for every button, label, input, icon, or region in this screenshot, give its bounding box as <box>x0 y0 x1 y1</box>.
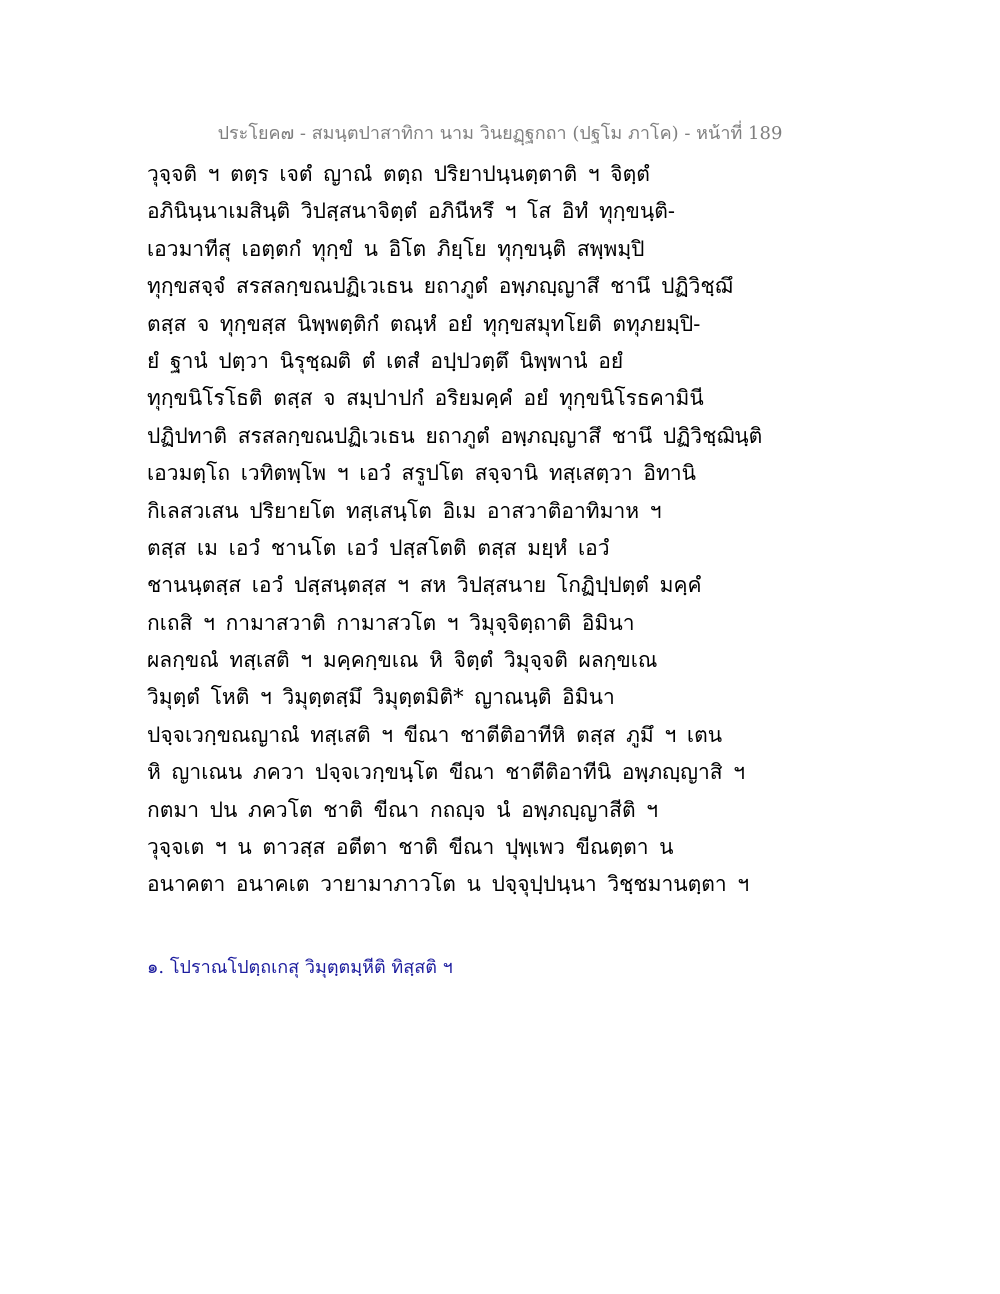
text-line: กตมา ปน ภควโต ชาติ ขีณา กถญฺจ นํ อพฺภญฺญาสีติ ฯ <box>147 797 659 822</box>
text-line: ทุกฺขนิโรโธติ ตสฺส จ สมฺปาปกํ อริยมคฺคํ อยํ ทุกฺขนิโรธคามินี <box>147 386 704 411</box>
text-line: อนาคตา อนาคเต วายามาภาวโต น ปจฺจุปฺปนฺนา วิชฺชมานตฺตา ฯ <box>147 872 750 897</box>
text-line: ตสฺส จ ทุกฺขสฺส นิพฺพตฺติกํ ตณฺหํ อยํ ทุกฺขสมุทโยติ ตทุภยมฺปิ- <box>147 311 701 336</box>
text-line: เอวมาทีสุ เอตฺตกํ ทุกฺขํ น อิโต ภิยฺโย ทุกฺขนฺติ สพฺพมฺปิ <box>147 236 645 261</box>
text-line: วุจฺจเต ฯ น ตาวสฺส อตีตา ชาติ ขีณา ปุพฺเพว ขีณตฺตา น <box>147 835 674 860</box>
text-line: กิเลสวเสน ปริยายโต ทสฺเสนฺโต อิเม อาสวาติอาทิมาห ฯ <box>147 498 662 523</box>
text-line: ปจฺจเวกฺขณญาณํ ทสฺเสติ ฯ ขีณา ชาตีติอาทีหิ ตสฺส ภูมึ ฯ เตน <box>147 722 723 747</box>
text-line: วุจฺจติ ฯ ตตฺร เจตํ ญาณํ ตตฺถ ปริยาปนฺนตฺตาติ ฯ จิตฺตํ <box>147 162 650 186</box>
text-line: ชานนฺตสฺส เอวํ ปสฺสนฺตสฺส ฯ สห วิปสฺสนาย โกฏิปฺปตฺตํ มคฺคํ <box>147 573 702 598</box>
text-line: อภินินฺนาเมสินฺติ วิปสฺสนาจิตฺตํ อภินีหรึ ฯ โส อิทํ ทุกฺขนฺติ- <box>147 199 675 224</box>
running-header: ประโยค๗ - สมนฺตปาสาทิกา นาม วินยฏฺฐกถา (ปฐโม ภาโค) - หน้าที่ 189 <box>217 123 783 144</box>
text-line: เอวมตฺโถ เวทิตพฺโพ ฯ เอวํ สรูปโต สจฺจานิ ทสฺเสตฺวา อิทานิ <box>147 461 696 486</box>
text-line: ทุกฺขสจฺจํ สรสลกฺขณปฏิเวเธน ยถาภูตํ อพฺภญฺญาสึ ชานึ ปฏิวิชฺฌึ <box>147 274 733 299</box>
text-line: ผลกฺขณํ ทสฺเสติ ฯ มคฺคกฺขเณ หิ จิตฺตํ วิมุจฺจติ ผลกฺขเณ <box>147 648 658 673</box>
text-line: วิมุตฺตํ โหติ ฯ วิมุตฺตสฺมึ วิมุตฺตมิติ* ญาณนฺติ อิมินา <box>147 685 615 710</box>
text-line: ปฏิปทาติ สรสลกฺขณปฏิเวเธน ยถาภูตํ อพฺภญฺญาสึ ชานึ ปฏิวิชฺฌินฺติ <box>147 423 763 448</box>
text-line: หิ ญาเณน ภควา ปจฺจเวกฺขนฺโต ขีณา ชาตีติอาทีนิ อพฺภญฺญาสิ ฯ <box>147 760 746 785</box>
body-text <box>147 156 867 904</box>
footnote: ๑. โปราณโปตฺถเกสุ วิมุตฺตมฺหีติ ทิสฺสติ ฯ <box>147 957 453 978</box>
text-line: กเถสิ ฯ กามาสวาติ กามาสวโต ฯ วิมุจฺจิตฺถาติ อิมินา <box>147 610 635 635</box>
text-line: ตสฺส เม เอวํ ชานโต เอวํ ปสฺสโตติ ตสฺส มยฺหํ เอวํ <box>147 535 610 560</box>
text-line: ยํ ฐานํ ปตฺวา นิรุชฺฌติ ตํ เตสํ อปฺปวตฺตึ นิพฺพานํ อยํ <box>147 348 624 373</box>
